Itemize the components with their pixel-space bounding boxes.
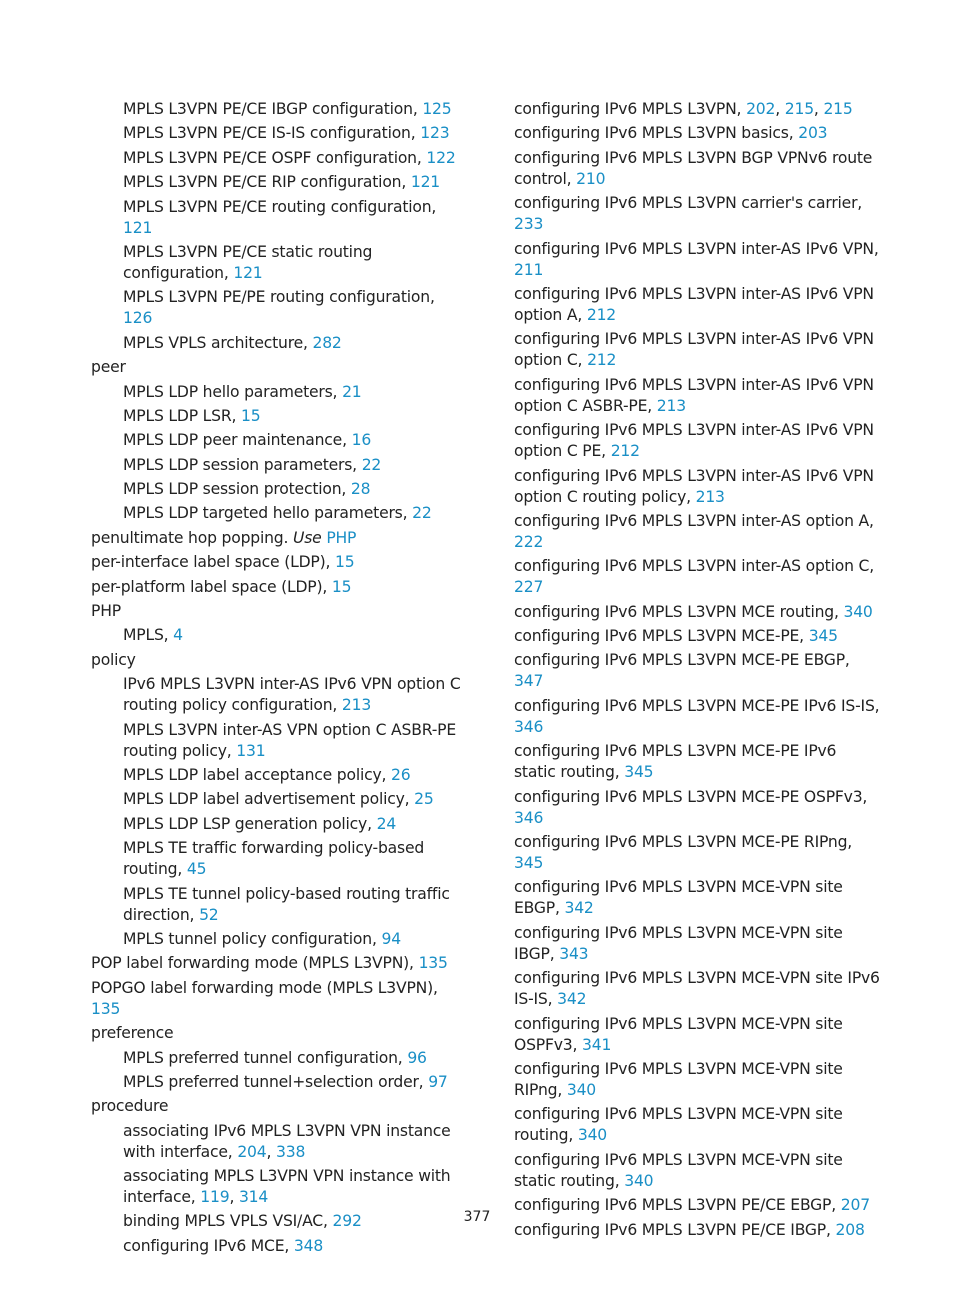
index-entry [514, 511, 880, 553]
index-term: per-interface label space (LDP), [91, 553, 335, 572]
page-ref-link[interactable]: 135 [91, 999, 121, 1018]
index-term: MPLS L3VPN PE/PE routing configuration, [123, 288, 435, 307]
index-term: MPLS preferred tunnel+selection order, [123, 1072, 429, 1091]
page-ref-link[interactable]: 131 [236, 741, 266, 760]
index-term: configuring IPv6 MPLS L3VPN MCE-PE IPv6 static routing, [514, 742, 837, 782]
index-term: configuring IPv6 MPLS L3VPN MCE-VPN site RIPng, [514, 1059, 843, 1099]
index-entry [91, 528, 463, 549]
index-subentry [91, 382, 463, 403]
index-entry [514, 741, 880, 783]
index-subentry [91, 1072, 463, 1093]
page-ref-link[interactable]: 282 [312, 333, 342, 352]
page-ref-link[interactable]: 207 [840, 1196, 870, 1215]
index-entry [514, 602, 880, 623]
page-ref-link[interactable]: 340 [843, 602, 873, 621]
page-ref-link[interactable]: 135 [418, 954, 448, 973]
index-subentry [91, 287, 463, 329]
index-subentry [91, 430, 463, 451]
page-ref-link[interactable]: 341 [582, 1035, 612, 1054]
index-term: per-platform label space (LDP), [91, 577, 332, 596]
index-term: configuring IPv6 MPLS L3VPN MCE-PE, [514, 627, 809, 646]
index-term: configuring IPv6 MPLS L3VPN inter-AS IPv6 VPN option C PE, [514, 421, 874, 461]
page-ref-link[interactable]: 52 [199, 905, 219, 924]
index-subentry [91, 1236, 463, 1257]
page-ref-link[interactable]: 21 [342, 382, 362, 401]
page-ref-link[interactable]: 348 [293, 1236, 324, 1255]
page-ref-link[interactable]: 203 [798, 124, 828, 143]
index-subentry [91, 720, 463, 762]
index-term: POP label forwarding mode (MPLS L3VPN), [91, 954, 419, 973]
index-subentry [91, 242, 463, 284]
page-ref-link[interactable]: 213 [695, 487, 725, 506]
index-entry [514, 923, 880, 965]
index-subentry [91, 123, 463, 144]
index-term: configuring IPv6 MPLS L3VPN MCE routing, [514, 602, 844, 621]
page-ref-link[interactable]: 121 [233, 263, 263, 282]
index-term: MPLS L3VPN PE/CE OSPF configuration, [123, 148, 427, 167]
page-ref-link[interactable]: 213 [341, 696, 372, 715]
index-entry [514, 239, 880, 281]
index-column-left [91, 99, 463, 1260]
index-term: MPLS TE traffic forwarding policy-based routing, [123, 839, 425, 879]
index-subentry [91, 503, 463, 524]
index-entry [514, 1059, 880, 1101]
page-ref-link[interactable]: 340 [577, 1126, 608, 1145]
page-ref-link[interactable]: 346 [514, 717, 544, 736]
use-label: Use [293, 528, 322, 547]
page-ref-link[interactable]: 22 [361, 455, 382, 474]
index-term: POPGO label forwarding mode (MPLS L3VPN), [91, 978, 438, 997]
page-ref-link[interactable]: 125 [422, 100, 452, 118]
index-subentry: associating MPLS L3VPN VPN instance with interface, 119, 314 [123, 1167, 451, 1207]
index-subentry [91, 455, 463, 476]
index-term: configuring IPv6 MPLS L3VPN inter-AS IPv6 VPN option C ASBR-PE, [514, 375, 874, 415]
page-ref-link[interactable]: 126 [123, 309, 153, 328]
page-ref-link[interactable]: 204 [237, 1142, 267, 1161]
index-term: MPLS LDP session parameters, [123, 455, 362, 474]
index-term: MPLS LDP targeted hello parameters, [123, 504, 413, 523]
index-entry [91, 601, 463, 622]
index-term: MPLS LDP peer maintenance, [123, 431, 352, 450]
page-ref-link[interactable]: 215 [823, 100, 853, 118]
page-ref-link[interactable]: 25 [414, 790, 434, 809]
index-entry [514, 1014, 880, 1056]
page-ref-link[interactable]: 345 [624, 763, 654, 782]
page-ref-link[interactable]: 97 [428, 1072, 448, 1091]
index-term: configuring IPv6 MPLS L3VPN inter-AS IPv6 VPN option C, [514, 330, 874, 370]
index-term: configuring IPv6 MPLS L3VPN PE/CE IBGP, [514, 1220, 836, 1239]
index-entry [91, 953, 463, 974]
index-entry [514, 193, 880, 235]
page-ref-link[interactable]: 15 [331, 577, 352, 596]
index-subentry [91, 479, 463, 500]
page-ref-link[interactable]: 28 [350, 480, 371, 499]
index-entry [514, 1150, 880, 1192]
index-term: policy [91, 650, 136, 669]
page-ref-link[interactable]: 94 [381, 929, 401, 948]
page-ref-link[interactable]: 314 [238, 1188, 269, 1207]
index-term: MPLS L3VPN PE/CE IS-IS configuration, [123, 124, 421, 143]
page-ref-link[interactable]: 202 [746, 100, 776, 118]
index-entry [514, 148, 880, 190]
index-term: configuring IPv6 MPLS L3VPN MCE-VPN site EBGP, [514, 878, 843, 918]
page-ref-link[interactable]: 213 [656, 396, 686, 415]
index-term: configuring IPv6 MPLS L3VPN MCE-VPN site routing, [514, 1105, 843, 1145]
page-ref-link[interactable]: 212 [586, 305, 617, 324]
index-term: configuring IPv6 MPLS L3VPN inter-AS option A, [514, 511, 874, 530]
page-ref-link[interactable]: 342 [564, 899, 594, 918]
index-entry [514, 832, 880, 874]
index-entry [91, 552, 463, 573]
index-term: configuring IPv6 MPLS L3VPN MCE-PE EBGP, [514, 651, 850, 670]
page-ref-link[interactable]: 345 [514, 854, 544, 873]
page-ref-link[interactable]: 15 [241, 406, 261, 425]
page-ref-link[interactable]: 215 [784, 100, 814, 118]
index-subentry [91, 765, 463, 786]
index-term: MPLS TE tunnel policy-based routing traffic direction, [123, 884, 450, 924]
index-term: penultimate hop popping. [91, 528, 293, 547]
page-ref-link[interactable]: 347 [514, 672, 544, 691]
index-subentry [91, 884, 463, 926]
page-ref-link[interactable]: 208 [835, 1220, 865, 1239]
index-term: configuring IPv6 MPLS L3VPN MCE-VPN site OSPFv3, [514, 1014, 843, 1054]
page-ref-link[interactable]: 15 [335, 553, 355, 572]
page-ref-link[interactable]: 45 [186, 860, 207, 879]
index-term: IPv6 MPLS L3VPN inter-AS IPv6 VPN option C routing policy configuration, [123, 675, 461, 715]
index-subentry [91, 814, 463, 835]
index-term: configuring IPv6 MPLS L3VPN MCE-PE IPv6 IS-IS, [514, 696, 880, 715]
index-entry [514, 696, 880, 738]
index-term: configuring IPv6 MPLS L3VPN MCE-VPN site static routing, [514, 1150, 843, 1190]
page-ref-link[interactable]: 123 [420, 124, 450, 143]
index-subentry [91, 197, 463, 239]
page-ref-link[interactable]: 338 [276, 1142, 306, 1161]
page-ref-link[interactable]: 96 [407, 1048, 427, 1067]
index-term: MPLS LDP LSR, [123, 406, 241, 425]
page-ref-link[interactable]: 22 [412, 504, 432, 523]
index-entry [514, 877, 880, 919]
page-ref-link[interactable]: 212 [587, 351, 617, 370]
index-term: MPLS preferred tunnel configuration, [123, 1048, 408, 1067]
index-term: procedure [91, 1097, 169, 1116]
index-term: configuring IPv6 MPLS L3VPN MCE-VPN site IBGP, [514, 923, 843, 963]
index-entry [91, 1023, 463, 1044]
page-ref-link[interactable]: 343 [559, 944, 589, 963]
index-entry [514, 626, 880, 647]
index-entry [514, 787, 880, 829]
index-subentry [91, 99, 463, 120]
index-subentry [91, 625, 463, 646]
index-subentry [91, 148, 463, 169]
index-entry [514, 329, 880, 371]
page-ref-link[interactable]: 121 [410, 173, 441, 192]
index-term: MPLS L3VPN PE/CE IBGP configuration, [123, 100, 423, 118]
page-ref-link[interactable]: 122 [426, 148, 456, 167]
page-ref-link[interactable]: 16 [351, 431, 372, 450]
index-subentry [91, 789, 463, 810]
page-ref-link[interactable]: 212 [610, 442, 640, 461]
index-term: MPLS LDP LSP generation policy, [123, 814, 377, 833]
index-entry [514, 968, 880, 1010]
index-term: configuring IPv6 MPLS L3VPN MCE-PE OSPFv3, [514, 787, 868, 806]
index-term: MPLS, [123, 626, 174, 645]
index-term: configuring IPv6 MPLS L3VPN MCE-VPN site IPv6 IS-IS, [514, 969, 880, 1009]
index-term: MPLS L3VPN PE/CE routing configuration, [123, 197, 437, 216]
page-number: 377 [463, 1209, 491, 1225]
index-term: MPLS VPLS architecture, [123, 333, 313, 352]
index-term: configuring IPv6 MPLS L3VPN MCE-PE RIPng, [514, 833, 853, 852]
index-entry [91, 1096, 463, 1117]
index-entry [514, 650, 880, 692]
index-term: configuring IPv6 MPLS L3VPN basics, [514, 124, 799, 143]
index-term: MPLS tunnel policy configuration, [123, 929, 382, 948]
index-term: PHP [91, 602, 121, 621]
page-ref-link[interactable]: 233 [514, 215, 544, 234]
page-ref-link[interactable]: 292 [332, 1212, 362, 1231]
index-term: configuring IPv6 MPLS L3VPN BGP VPNv6 route control, [514, 148, 873, 188]
page-ref-link[interactable]: 227 [514, 578, 544, 597]
page-ref-link[interactable]: 346 [514, 808, 544, 827]
index-entry [514, 1104, 880, 1146]
index-entry [514, 284, 880, 326]
index-subentry [91, 406, 463, 427]
page-ref-link[interactable]: 222 [514, 532, 544, 551]
index-term: configuring IPv6 MPLS L3VPN inter-AS IPv6 VPN, [514, 239, 879, 258]
page-ref-link[interactable]: 342 [557, 990, 587, 1009]
index-term: MPLS LDP hello parameters, [123, 382, 343, 401]
page-ref-link[interactable]: 345 [808, 627, 838, 646]
index-entry [514, 466, 880, 508]
index-term: preference [91, 1024, 174, 1043]
index-subentry: associating IPv6 MPLS L3VPN VPN instance with interface, 204, 338 [123, 1121, 451, 1161]
index-entry [514, 123, 880, 144]
page-ref-link[interactable]: 121 [123, 218, 153, 237]
index-term: configuring IPv6 MPLS L3VPN, [514, 100, 747, 118]
index-entry [514, 420, 880, 462]
index-term: MPLS L3VPN PE/CE static routing configuration, [123, 242, 373, 282]
index-entry [91, 357, 463, 378]
index-term: MPLS LDP label acceptance policy, [123, 765, 392, 784]
index-subentry [91, 929, 463, 950]
page-ref-link[interactable]: 340 [624, 1171, 654, 1190]
index-term: configuring IPv6 MPLS L3VPN inter-AS IPv6 VPN option C routing policy, [514, 466, 874, 506]
index-term: configuring IPv6 MPLS L3VPN PE/CE EBGP, [514, 1196, 841, 1215]
index-term: configuring IPv6 MPLS L3VPN inter-AS option C, [514, 557, 874, 576]
index-entry [514, 556, 880, 598]
index-subentry [91, 838, 463, 880]
index-term: associating IPv6 MPLS L3VPN VPN instance with interface, [123, 1121, 451, 1161]
see-reference-link[interactable]: PHP [326, 528, 357, 547]
page-ref-link[interactable]: 211 [514, 260, 544, 279]
index-entry: configuring IPv6 MPLS L3VPN, 202, 215, 215 [514, 100, 853, 118]
index-subentry [91, 1048, 463, 1069]
index-term: MPLS L3VPN inter-AS VPN option C ASBR-PE routing policy, [123, 720, 456, 760]
index-term: MPLS L3VPN PE/CE RIP configuration, [123, 173, 411, 192]
index-term: peer [91, 358, 126, 377]
index-subentry [91, 674, 463, 716]
index-term: configuring IPv6 MPLS L3VPN carrier's carrier, [514, 194, 863, 213]
page-ref-link[interactable]: 340 [566, 1080, 597, 1099]
index-subentry [91, 172, 463, 193]
index-term: MPLS LDP session protection, [123, 480, 351, 499]
page-ref-link[interactable]: 24 [376, 814, 397, 833]
page-ref-link[interactable]: 4 [173, 626, 183, 645]
index-term: binding MPLS VPLS VSI/AC, [123, 1212, 333, 1231]
index-term: MPLS LDP label advertisement policy, [123, 790, 415, 809]
index-term: associating MPLS L3VPN VPN instance with interface, [123, 1167, 451, 1207]
index-entry [91, 650, 463, 671]
page-ref-link[interactable]: 26 [391, 765, 411, 784]
index-term: configuring IPv6 MPLS L3VPN inter-AS IPv6 VPN option A, [514, 284, 874, 324]
index-column-right [514, 99, 880, 1244]
index-entry [91, 978, 463, 1020]
page-ref-link[interactable]: 210 [576, 169, 606, 188]
index-term: configuring IPv6 MCE, [123, 1236, 294, 1255]
index-subentry [91, 333, 463, 354]
page-ref-link[interactable]: 119 [200, 1188, 230, 1207]
index-entry [514, 375, 880, 417]
index-entry [91, 577, 463, 598]
